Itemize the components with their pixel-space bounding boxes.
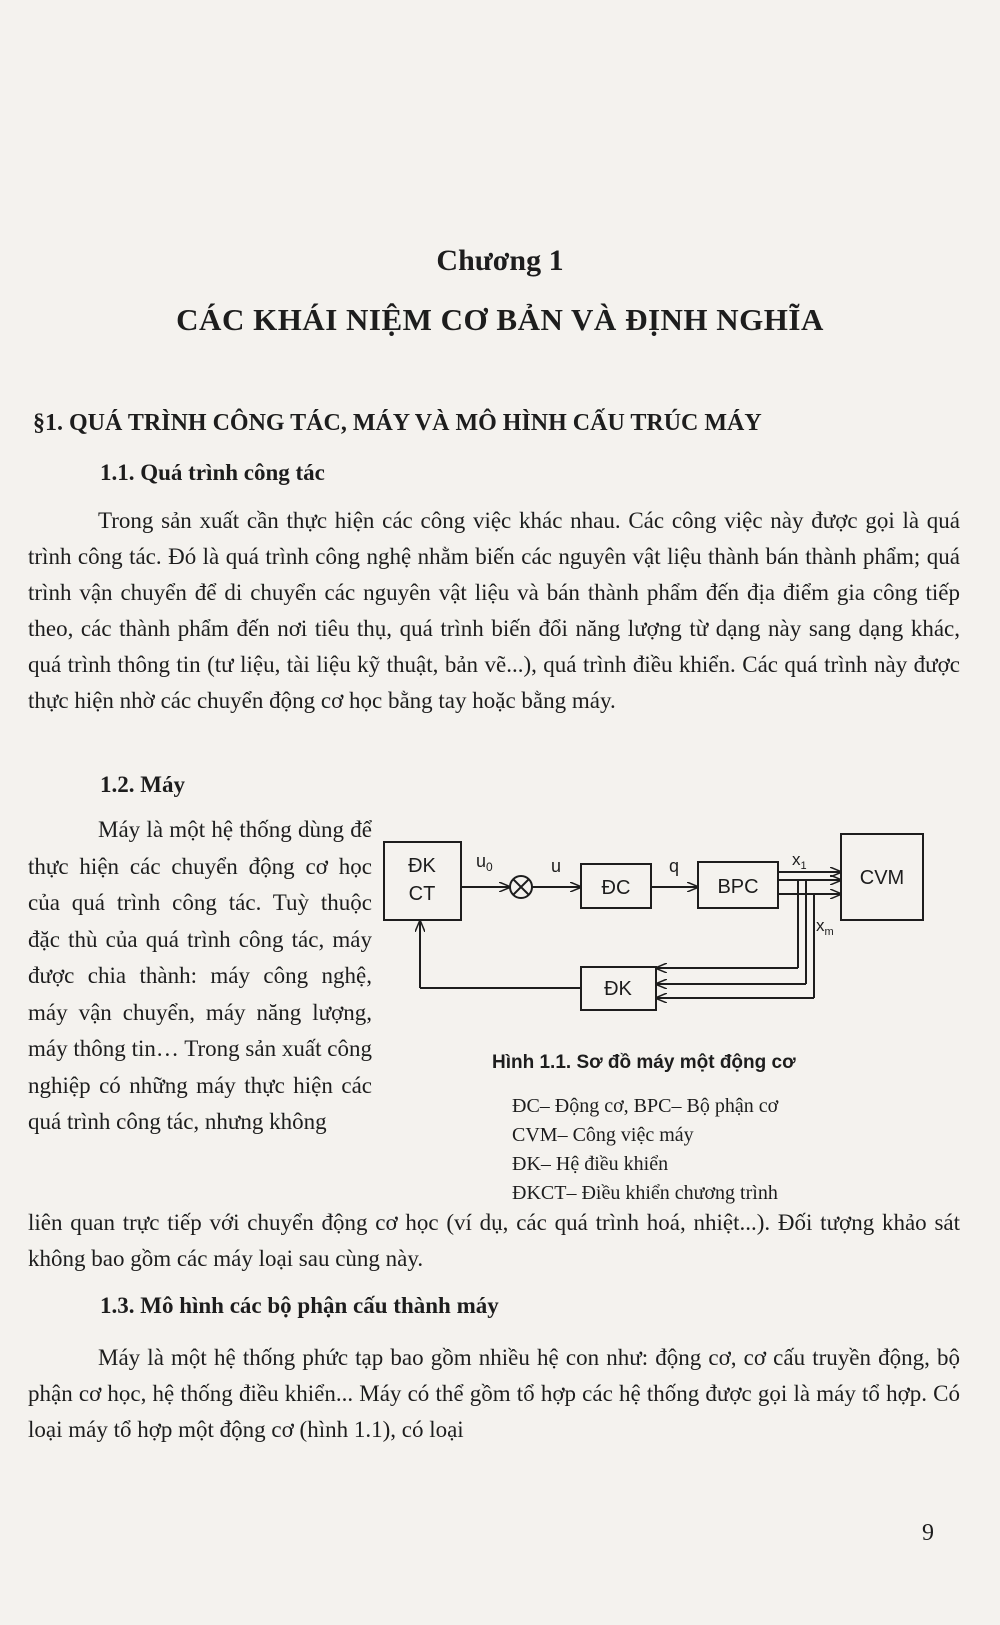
svg-text:xm: [816, 916, 834, 938]
legend-item: ĐC– Động cơ, BPC– Bộ phận cơ: [512, 1095, 779, 1117]
bpc-label: BPC: [717, 876, 759, 898]
legend-item: ĐKCT– Điều khiển chương trình: [512, 1182, 778, 1204]
chapter-number: Chương 1: [436, 244, 564, 277]
paragraph-1-3: Máy là một hệ thống phức tạp bao gồm nhiều hệ con như: động cơ, cơ cấu truyền động, bộ phận cơ học, hệ thống điều khiển... Máy có thể gồm tổ hợp các hệ thống được gọi là máy tổ hợp. Có loại máy tổ hợp một động cơ (hình 1.1), có loại: [28, 1345, 960, 1442]
x1-signal-label: x: [792, 850, 801, 869]
paragraph-1-2-column: Máy là một hệ thống dùng để thực hiện các chuyển động cơ học của quá trình công tác. Tuỳ thuộc đặc thù của quá trình công tác, máy được chia thành: máy công nghệ, máy vận chuyển, máy năng lượng, máy thông tin… Trong sản xuất công nghiệp có những máy thực hiện các quá trình công tác, nhưng không: [28, 817, 372, 1134]
dc-label: ĐC: [601, 877, 631, 899]
xm-subscript: m: [824, 926, 834, 938]
page-number: 9: [922, 1520, 934, 1546]
u0-signal-label: u: [476, 851, 487, 871]
chapter-title: CÁC KHÁI NIỆM CƠ BẢN VÀ ĐỊNH NGHĨA: [176, 302, 824, 337]
figure-legend: [512, 1092, 778, 1208]
machine-block-diagram: [376, 820, 966, 1040]
subsection-heading-1-3: 1.3. Mô hình các bộ phận cấu thành máy: [100, 1293, 499, 1318]
paragraph-1-2-continued: liên quan trực tiếp với chuyển động cơ học (ví dụ, các quá trình hoá, nhiệt...). Đối tượng khảo sát không bao gồm các máy loại sau cùng này.: [28, 1210, 960, 1271]
svg-text:x1: [792, 850, 807, 872]
subsection-heading-1-2: 1.2. Máy: [100, 772, 185, 797]
xm-signal-label: x: [816, 916, 825, 935]
cvm-label: CVM: [859, 867, 905, 889]
paragraph-1-1: Trong sản xuất cần thực hiện các công việc khác nhau. Các công việc này được gọi là quá trình công tác. Đó là quá trình công nghệ nhằm biến các nguyên vật liệu thành bán thành phẩm; quá trình vận chuyển để di chuyển các nguyên vật liệu và bán thành phẩm đến địa điểm gia công tiếp theo, các thành phẩm đến nơi tiêu thụ, quá trình biến đổi năng lượng từ dạng này sang dạng khác, quá trình thông tin (tư liệu, tài liệu kỹ thuật, bản vẽ...), quá trình điều khiển. Các quá trình này được thực hiện nhờ các chuyển động cơ học bằng tay hoặc bằng máy.: [28, 508, 960, 713]
dk-label: ĐK: [604, 978, 632, 1000]
section-title: §1. QUÁ TRÌNH CÔNG TÁC, MÁY VÀ MÔ HÌNH CẤU TRÚC MÁY: [33, 410, 762, 436]
x1-subscript: 1: [800, 860, 807, 872]
subsection-heading-1-1: 1.1. Quá trình công tác: [100, 460, 325, 485]
legend-item: CVM– Công việc máy: [512, 1124, 694, 1146]
figure-caption: Hình 1.1. Sơ đồ máy một động cơ: [492, 1052, 796, 1073]
dkct-block: [384, 842, 461, 920]
dkct-label-1: ĐK: [408, 855, 436, 877]
u0-subscript: 0: [486, 860, 493, 874]
svg-text:u0: [476, 851, 493, 874]
q-signal-label: q: [669, 856, 680, 876]
u-signal-label: u: [551, 856, 562, 876]
dkct-label-2: CT: [408, 883, 436, 905]
legend-item: ĐK– Hệ điều khiển: [512, 1153, 669, 1175]
